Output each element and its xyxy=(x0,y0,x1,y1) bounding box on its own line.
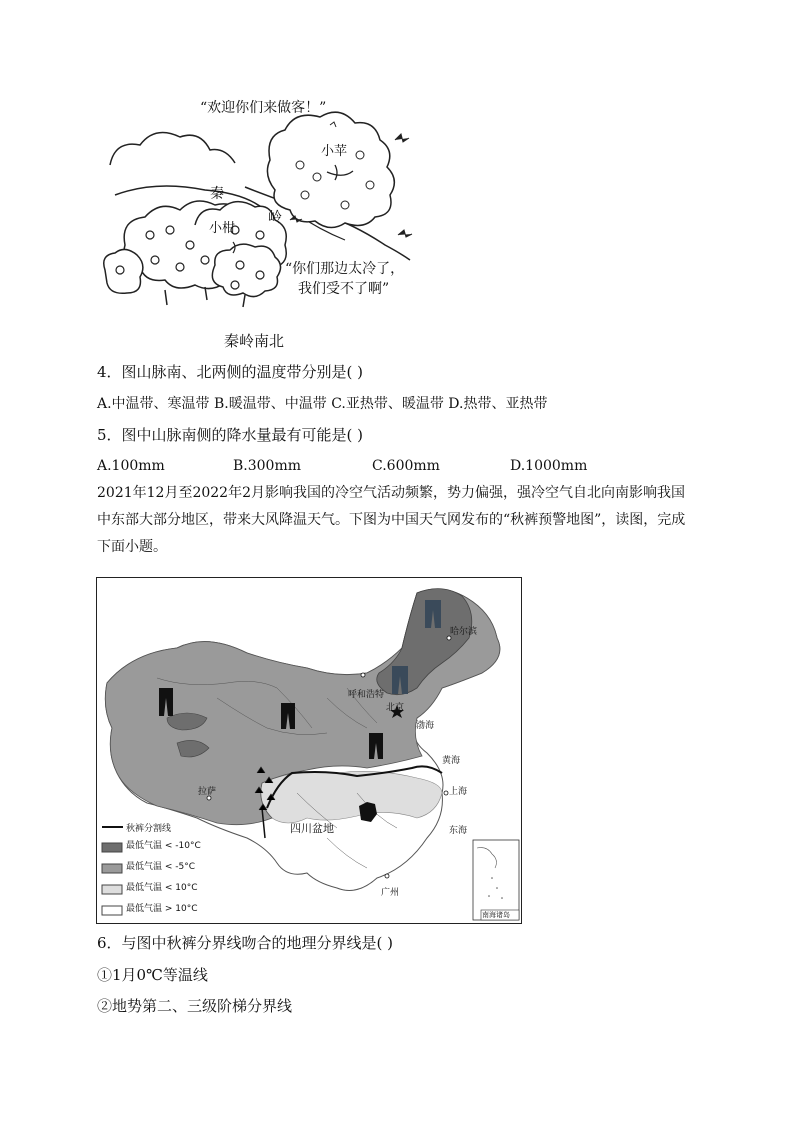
question-6-item-2: ②地势第二、三级阶梯分界线 xyxy=(97,997,293,1015)
cartoon-quote-top: “欢迎你们来做客！” xyxy=(200,100,327,116)
cartoon-label-ling: 岭 xyxy=(268,210,282,226)
cartoon-label-orange: 小柑 xyxy=(209,221,236,236)
question-6-stem: 6．与图中秋裤分界线吻合的地理分界线是( ) xyxy=(97,934,394,952)
question-5-option-a: A.100mm xyxy=(97,458,165,474)
map-label-bohai: 渤海 xyxy=(416,721,435,731)
map-label-east-sea: 东海 xyxy=(449,826,468,836)
cartoon-label-qin: 秦 xyxy=(210,186,224,202)
legend-below-minus-10: 最低气温 < -10°C xyxy=(126,841,201,851)
map-label-yellow-sea: 黄海 xyxy=(442,756,461,766)
map-label-lhasa: 拉萨 xyxy=(198,787,217,797)
map-label-shanghai: 上海 xyxy=(449,787,468,797)
legend-below-10: 最低气温 < 10°C xyxy=(126,883,198,893)
passage-text: 2021年12月至2022年2月影响我国的冷空气活动频繁，势力偏强，强冷空气自北向南影响我国中东部大部分地区，带来大风降温天气。下图为中国天气网发布的“秋裤预警地图”，读图，完成下面小题。 xyxy=(97,485,686,555)
map-label-hohhot: 呼和浩特 xyxy=(348,690,385,700)
legend-dividing-line: 秋裤分割线 xyxy=(126,824,172,834)
question-5-option-b: B.300mm xyxy=(233,458,302,474)
question-5-stem: 5．图中山脉南侧的降水量最有可能是( ) xyxy=(97,426,364,444)
cartoon-illustration xyxy=(95,95,425,350)
map-label-guangzhou: 广州 xyxy=(381,888,400,898)
map-label-south-sea-islands: 南海诸岛 xyxy=(482,911,510,919)
question-4-options: A.中温带、寒温带 B.暖温带、中温带 C.亚热带、暖温带 D.热带、亚热带 xyxy=(97,396,548,412)
cartoon-caption: 秦岭南北 xyxy=(224,332,285,350)
qinling-cartoon-drawing xyxy=(95,95,425,350)
map-label-sichuan-basin: 四川盆地 xyxy=(290,822,334,835)
question-5-option-c: C.600mm xyxy=(372,458,440,474)
legend-above-10: 最低气温 > 10°C xyxy=(126,904,198,914)
cartoon-label-apple: 小苹 xyxy=(321,144,348,159)
cartoon-quote-bottom-2: 我们受不了啊” xyxy=(298,281,390,297)
question-5-option-d: D.1000mm xyxy=(510,458,588,474)
map-label-harbin: 哈尔滨 xyxy=(450,627,478,637)
question-4-stem: 4．图山脉南、北两侧的温度带分别是( ) xyxy=(97,363,364,381)
cartoon-quote-bottom-1: “你们那边太冷了， xyxy=(285,261,405,277)
question-6-item-1: ①1月0℃等温线 xyxy=(97,966,208,984)
legend-below-minus-5: 最低气温 < -5°C xyxy=(126,862,196,872)
map-label-beijing: 北京 xyxy=(386,703,405,713)
